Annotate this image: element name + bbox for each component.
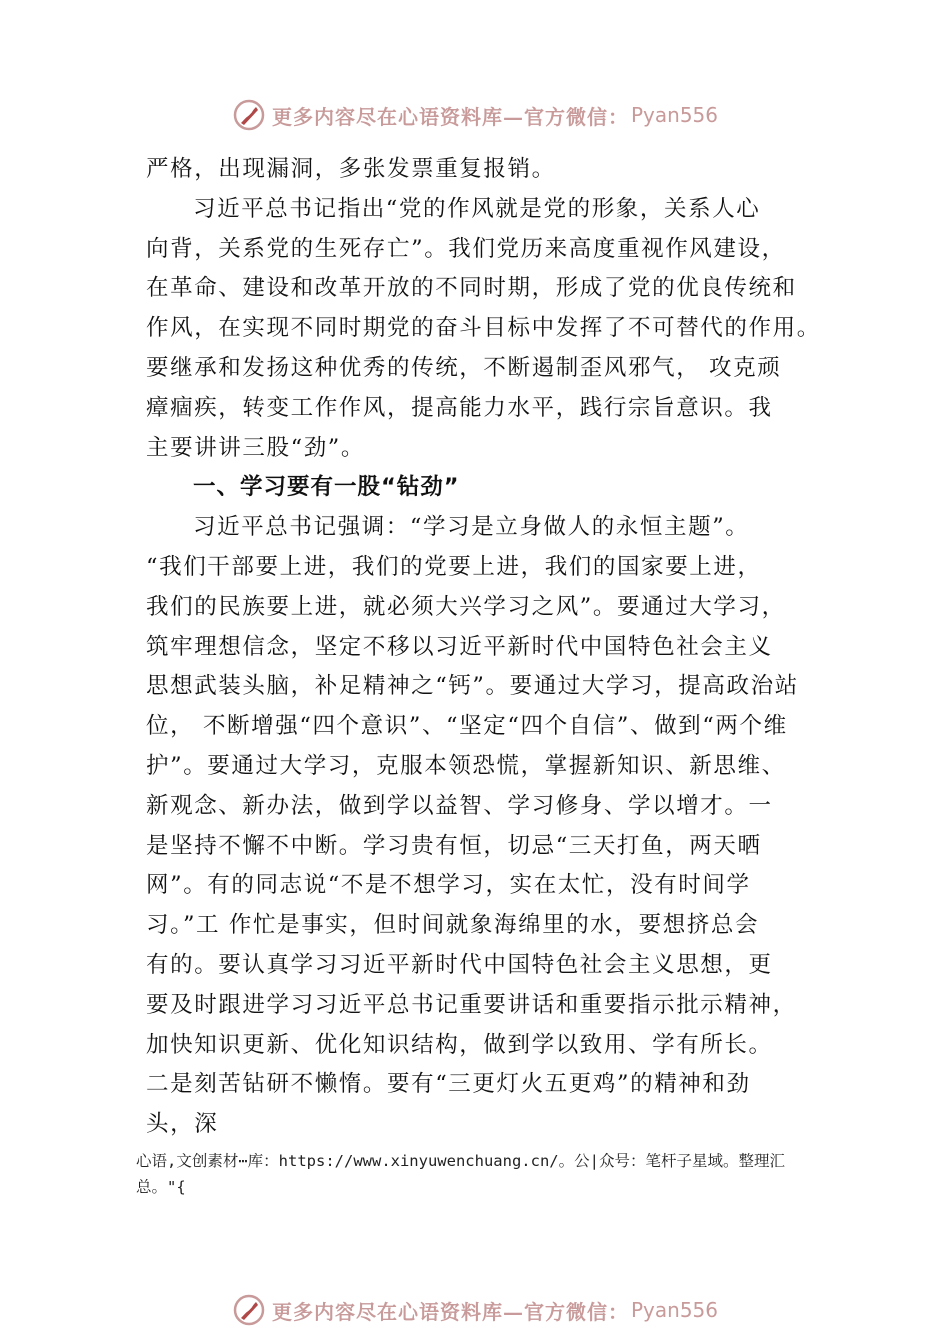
quill-logo-icon — [232, 1293, 266, 1327]
watermark-footer — [0, 1290, 950, 1330]
body-line: 作风，在实现不同时期党的奋斗目标中发挥了不可替代的作用。 — [146, 315, 821, 342]
body-line: 头，深 — [146, 1111, 219, 1138]
watermark-text: 更多内容尽在心语资料库—官方微信： — [271, 104, 629, 129]
body-line: 二是刻苦钻研不懒惰。要有“三更灯火五更鸡”的精神和劲 — [146, 1071, 751, 1098]
footer-line: 心语,文创素材⋯库：https://www.xinyuwenchuang.cn/。公|众号：笔杆子星域。整理汇 — [136, 1152, 785, 1170]
body-line: 主要讲讲三股“劲”。 — [146, 434, 366, 461]
watermark-text: 更多内容尽在心语资料库—官方微信： — [271, 1299, 629, 1324]
document-body — [146, 150, 846, 1145]
body-line: 网”。有的同志说“不是不想学习，实在太忙，没有时间学 — [146, 872, 751, 899]
body-line: 习近平总书记强调：“学习是立身做人的永恒主题”。 — [193, 514, 750, 541]
body-line: 在革命、建设和改革开放的不同时期，形成了党的优良传统和 — [146, 275, 797, 302]
body-line: 位， 不断增强“四个意识”、“坚定“四个自信”、做到“两个维 — [146, 713, 788, 740]
body-line: 习。”工 作忙是事实，但时间就象海绵里的水，要想挤总会 — [146, 912, 760, 939]
source-footer — [136, 1148, 836, 1200]
body-line: 要继承和发扬这种优秀的传统，不断遏制歪风邪气， 攻克顽 — [146, 354, 782, 381]
watermark-header — [0, 95, 950, 135]
body-line: 是坚持不懈不中断。学习贵有恒，切忌“三天打鱼，两天晒 — [146, 832, 762, 859]
body-line: 护”。要通过大学习，克服本领恐慌，掌握新知识、新思维、 — [146, 752, 786, 779]
body-line: 筑牢理想信念，坚定不移以习近平新时代中国特色社会主义 — [146, 633, 773, 660]
body-line: 加快知识更新、优化知识结构，做到学以致用、学有所长。 — [146, 1031, 773, 1058]
body-line: 要及时跟进学习习近平总书记重要讲话和重要指示批示精神， — [146, 991, 797, 1018]
body-line: 瘴痼疾，转变工作作风，提高能力水平，践行宗旨意识。我 — [146, 394, 773, 421]
body-line: 我们的民族要上进，就必须大兴学习之风”。要通过大学习， — [146, 593, 786, 620]
body-line: “我们干部要上进，我们的党要上进，我们的国家要上进， — [146, 553, 762, 580]
body-line: 习近平总书记指出“党的作风就是党的形象，关系人心 — [193, 195, 761, 222]
body-line: 新观念、新办法，做到学以益智、学习修身、学以增才。一 — [146, 792, 773, 819]
section-heading: 一、学习要有一股“钻劲” — [193, 474, 460, 501]
body-line: 严格，出现漏洞，多张发票重复报销。 — [146, 156, 556, 182]
body-line: 思想武装头脑，补足精神之“钙”。要通过大学习，提高政治站 — [146, 673, 799, 700]
quill-logo-icon — [232, 98, 266, 132]
watermark-wechat-id: Pyan556 — [630, 1298, 718, 1322]
body-line: 向背，关系党的生死存亡”。我们党历来高度重视作风建设， — [146, 235, 786, 262]
footer-line: 总。"{ — [136, 1178, 186, 1196]
body-line: 有的。要认真学习习近平新时代中国特色社会主义思想，更 — [146, 951, 773, 978]
watermark-wechat-id: Pyan556 — [630, 103, 718, 127]
